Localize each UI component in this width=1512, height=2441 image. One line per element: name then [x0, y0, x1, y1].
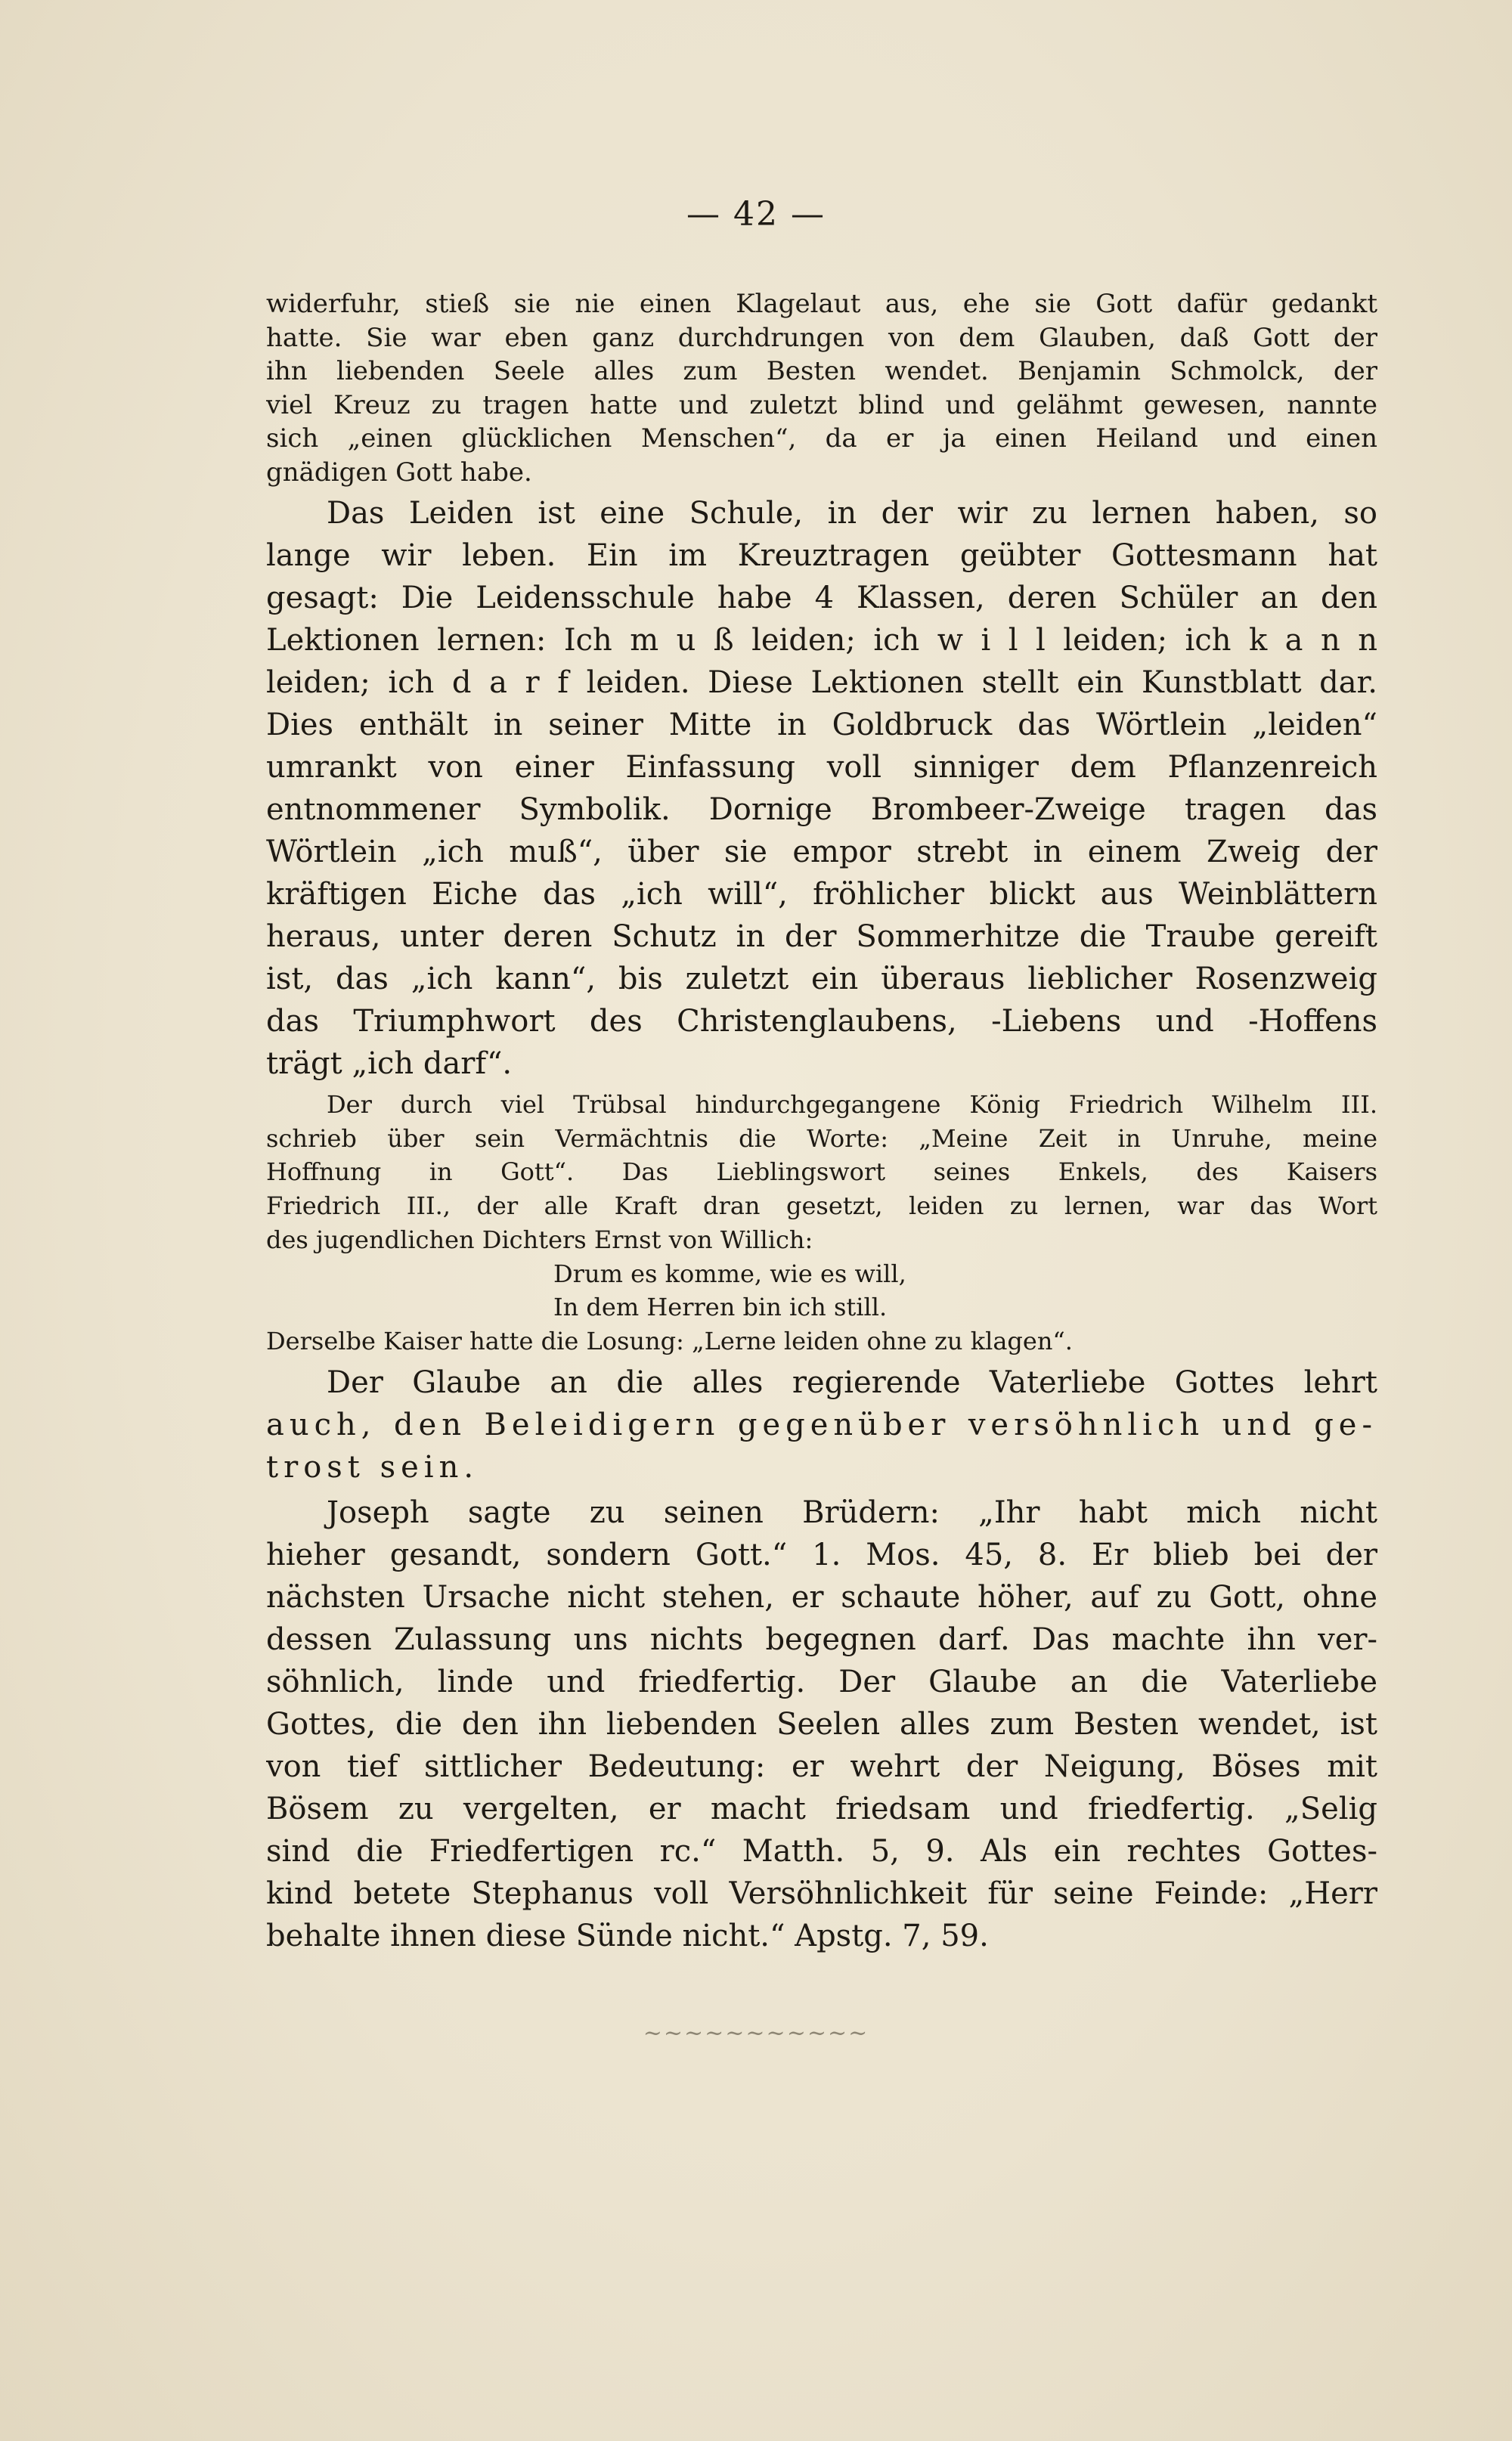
text-line: Der Glaube an die alles regierende Vaterliebe Gottes lehrt: [327, 1365, 1377, 1400]
text-line: Der durch viel Trübsal hindurchgegangene König Friedrich Wilhelm III.: [327, 1090, 1377, 1119]
end-ornament: ~~~~~~~~~~~: [643, 2020, 869, 2046]
verse-line: Drum es komme, wie es will,: [553, 1259, 906, 1288]
text-line: umrankt von einer Einfassung voll sinniger dem Pflanzenreich: [266, 750, 1377, 785]
text-line: auch, den Beleidigern gegenüber versöhnlich und ge-: [266, 1407, 1377, 1442]
text-line: dessen Zulassung uns nichts begegnen darf. Das machte ihn ver-: [266, 1622, 1377, 1657]
text-line: ist, das „ich kann“, bis zuletzt ein überaus lieblicher Rosenzweig: [266, 962, 1377, 996]
text-line: gnädigen Gott habe.: [266, 457, 532, 488]
text-line: Hoffnung in Gott“. Das Lieblingswort seines Enkels, des Kaisers: [266, 1157, 1377, 1187]
verse-line: In dem Herren bin ich still.: [553, 1293, 888, 1322]
text-line: hatte. Sie war eben ganz durchdrungen von dem Glauben, daß Gott der: [266, 322, 1377, 353]
paragraph-2: [266, 492, 1377, 1085]
text-line: des jugendlichen Dichters Ernst von Willich:: [266, 1225, 813, 1254]
text-line: nächsten Ursache nicht stehen, er schaute höher, auf zu Gott, ohne: [266, 1579, 1377, 1615]
text-line: sich „einen glücklichen Menschen“, da er ja einen Heiland und einen: [266, 423, 1377, 454]
text-line: das Triumphwort des Christenglaubens, -Liebens und -Hoffens: [266, 1004, 1377, 1039]
text-line: Lektionen lernen: Ich m u ß leiden; ich w i l l leiden; ich k a n n: [266, 623, 1377, 658]
text-line: behalte ihnen diese Sünde nicht.“ Apstg. 7, 59.: [266, 1918, 989, 1953]
text-line: söhnlich, linde und friedfertig. Der Glaube an die Vaterliebe: [266, 1664, 1377, 1699]
text-line: widerfuhr, stieß sie nie einen Klagelaut aus, ehe sie Gott dafür gedankt: [266, 289, 1377, 319]
paragraph-1: [266, 287, 1377, 489]
paragraph-5: [266, 1492, 1377, 1957]
text-line: kind betete Stephanus voll Versöhnlichkeit für seine Feinde: „Herr: [266, 1876, 1377, 1911]
body-text: [266, 287, 1377, 1957]
page-number: — 42 —: [686, 195, 826, 234]
text-line: ihn liebenden Seele alles zum Besten wendet. Benjamin Schmolck, der: [266, 356, 1377, 386]
text-line: trost sein.: [266, 1449, 479, 1485]
text-line: von tief sittlicher Bedeutung: er wehrt der Neigung, Böses mit: [266, 1749, 1377, 1784]
text-line: gesagt: Die Leidensschule habe 4 Klassen, deren Schüler an den: [266, 581, 1377, 615]
text-line: trägt „ich darf“.: [266, 1046, 513, 1081]
text-line: Derselbe Kaiser hatte die Losung: „Lerne leiden ohne zu klagen“.: [266, 1326, 1073, 1355]
text-line: hieher gesandt, sondern Gott.“ 1. Mos. 45, 8. Er blieb bei der: [266, 1537, 1377, 1572]
text-line: Das Leiden ist eine Schule, in der wir zu lernen haben, so: [327, 496, 1377, 531]
paragraph-3: [266, 1088, 1377, 1358]
text-line: Joseph sagte zu seinen Brüdern: „Ihr habt mich nicht: [327, 1495, 1377, 1530]
text-line: Bösem zu vergelten, er macht friedsam und friedfertig. „Selig: [266, 1791, 1377, 1826]
text-line: Friedrich III., der alle Kraft dran gesetzt, leiden zu lernen, war das Wort: [266, 1191, 1377, 1221]
text-line: Dies enthält in seiner Mitte in Goldbruck das Wörtlein „leiden“: [266, 708, 1377, 742]
text-line: entnommener Symbolik. Dornige Brombeer-Zweige tragen das: [266, 792, 1377, 827]
text-line: Gottes, die den ihn liebenden Seelen alles zum Besten wendet, ist: [266, 1706, 1377, 1742]
text-line: kräftigen Eiche das „ich will“, fröhlicher blickt aus Weinblättern: [266, 877, 1377, 912]
text-line: heraus, unter deren Schutz in der Sommerhitze die Traube gereift: [266, 919, 1377, 954]
text-line: Wörtlein „ich muß“, über sie empor strebt in einem Zweig der: [266, 835, 1377, 869]
paragraph-4: [266, 1361, 1377, 1488]
text-line: leiden; ich d a r f leiden. Diese Lektionen stellt ein Kunstblatt dar.: [266, 665, 1377, 700]
text-line: viel Kreuz zu tragen hatte und zuletzt blind und gelähmt gewesen, nannte: [266, 389, 1377, 420]
text-line: lange wir leben. Ein im Kreuztragen geübter Gottesmann hat: [266, 538, 1377, 573]
verse-quote: [266, 1257, 1377, 1324]
text-line: sind die Friedfertigen rc.“ Matth. 5, 9. Als ein rechtes Gottes-: [266, 1833, 1377, 1869]
text-line: schrieb über sein Vermächtnis die Worte: „Meine Zeit in Unruhe, meine: [266, 1123, 1377, 1153]
